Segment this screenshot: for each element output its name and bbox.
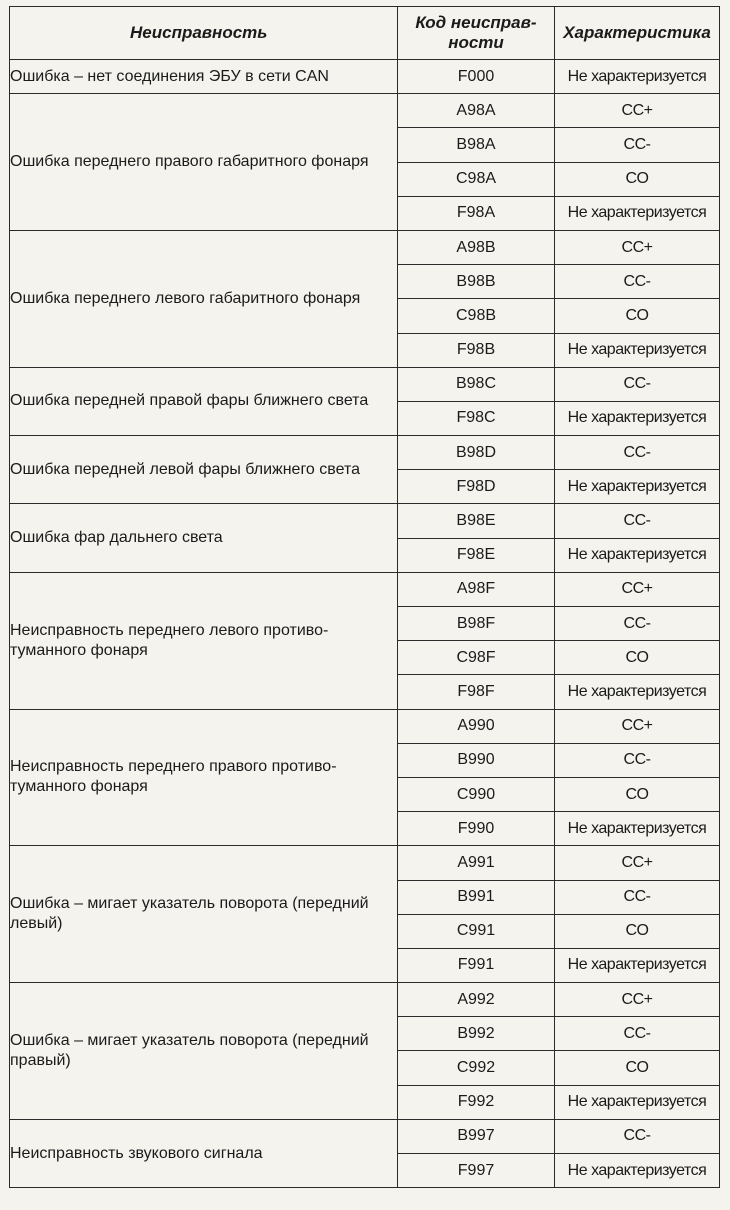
fault-characteristic: CC+ [555,983,720,1017]
fault-characteristic: CC- [555,880,720,914]
table-body [10,60,720,1188]
fault-characteristic: Не характеризуется [555,948,720,982]
fault-characteristic: CO [555,914,720,948]
fault-characteristic: CO [555,777,720,811]
fault-code: B991 [398,880,555,914]
fault-characteristic: CC- [555,504,720,538]
fault-code: F997 [398,1154,555,1188]
fault-code: F98A [398,196,555,230]
fault-characteristic: Не характеризуется [555,1085,720,1119]
fault-code: C992 [398,1051,555,1085]
fault-description: Неисправность звукового сигнала [10,1119,398,1187]
fault-characteristic: CO [555,1051,720,1085]
fault-characteristic: Не характеризуется [555,60,720,94]
fault-code: F990 [398,812,555,846]
fault-code: A98A [398,94,555,128]
fault-code: A992 [398,983,555,1017]
fault-code: F98F [398,675,555,709]
table-row [10,60,720,94]
fault-code: B992 [398,1017,555,1051]
fault-description: Неисправность переднего левого противо-туманного фонаря [10,572,398,709]
fault-characteristic: CC- [555,265,720,299]
fault-characteristic: Не характеризуется [555,196,720,230]
fault-code: B98F [398,607,555,641]
fault-code: F98E [398,538,555,572]
fault-characteristic: CC+ [555,572,720,606]
table-row [10,846,720,880]
table-row [10,230,720,264]
fault-characteristic: CC- [555,436,720,470]
fault-characteristic: Не характеризуется [555,333,720,367]
fault-characteristic: CC+ [555,94,720,128]
fault-characteristic: CO [555,299,720,333]
fault-characteristic: CC- [555,743,720,777]
fault-code: F98C [398,401,555,435]
fault-code: F98D [398,470,555,504]
fault-characteristic: CC- [555,128,720,162]
fault-code: F98B [398,333,555,367]
fault-code: A991 [398,846,555,880]
table-row [10,1119,720,1153]
fault-code: A98B [398,230,555,264]
table-row [10,94,720,128]
fault-code: C98B [398,299,555,333]
fault-code: F992 [398,1085,555,1119]
fault-code: A990 [398,709,555,743]
fault-characteristic: CC- [555,1119,720,1153]
table-row [10,709,720,743]
fault-code: C98A [398,162,555,196]
fault-description: Ошибка переднего правого габаритного фонаря [10,94,398,231]
header-fault: Неисправность [10,7,398,60]
fault-code: C98F [398,641,555,675]
fault-characteristic: CC+ [555,846,720,880]
fault-code: B98A [398,128,555,162]
fault-characteristic: CC+ [555,230,720,264]
fault-code: C990 [398,777,555,811]
fault-characteristic: CC- [555,1017,720,1051]
fault-characteristic: CC- [555,367,720,401]
fault-characteristic: CO [555,162,720,196]
table-row [10,367,720,401]
fault-characteristic: Не характеризуется [555,401,720,435]
fault-code-table [9,6,720,1188]
fault-description: Ошибка – нет соединения ЭБУ в сети CAN [10,60,398,94]
header-characteristic: Характеристика [555,7,720,60]
fault-code: B98B [398,265,555,299]
fault-code: B997 [398,1119,555,1153]
header-code: Код неисправ-ности [398,7,555,60]
fault-characteristic: Не характеризуется [555,470,720,504]
fault-code: F991 [398,948,555,982]
fault-description: Ошибка – мигает указатель поворота (передний левый) [10,846,398,983]
fault-code: B98C [398,367,555,401]
fault-description: Ошибка передней правой фары ближнего света [10,367,398,435]
fault-code: B98D [398,436,555,470]
table-row [10,504,720,538]
fault-code: C991 [398,914,555,948]
fault-code: B98E [398,504,555,538]
table-header-row [10,7,720,60]
fault-code: A98F [398,572,555,606]
table-row [10,572,720,606]
fault-characteristic: Не характеризуется [555,675,720,709]
table-row [10,983,720,1017]
table-row [10,436,720,470]
fault-description: Ошибка фар дальнего света [10,504,398,572]
fault-characteristic: CC+ [555,709,720,743]
fault-code: F000 [398,60,555,94]
fault-description: Ошибка передней левой фары ближнего света [10,436,398,504]
fault-characteristic: Не характеризуется [555,812,720,846]
fault-code: B990 [398,743,555,777]
fault-description: Неисправность переднего правого противо-туманного фонаря [10,709,398,846]
fault-characteristic: CC- [555,607,720,641]
fault-description: Ошибка – мигает указатель поворота (передний правый) [10,983,398,1120]
fault-characteristic: CO [555,641,720,675]
fault-characteristic: Не характеризуется [555,538,720,572]
fault-description: Ошибка переднего левого габаритного фонаря [10,230,398,367]
fault-characteristic: Не характеризуется [555,1154,720,1188]
